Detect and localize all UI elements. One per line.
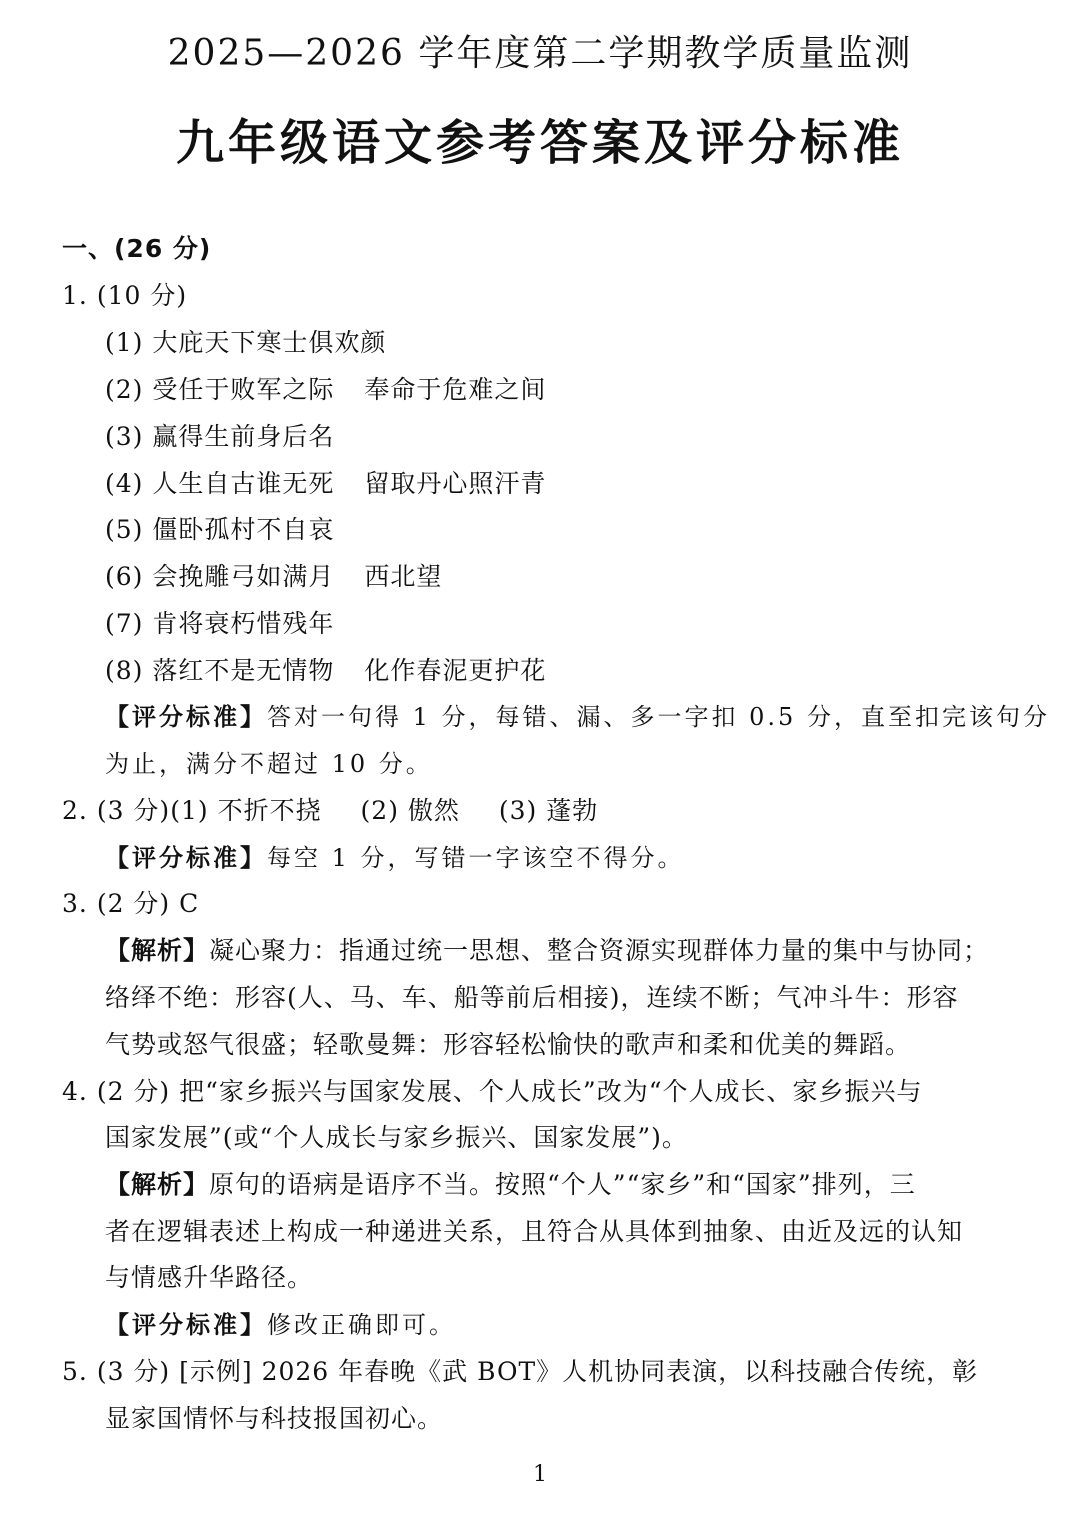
answer-line <box>105 608 334 640</box>
answer-text: 会挽雕弓如满月 <box>152 562 335 591</box>
answer-text-continued: 国家发展”(或“个人成长与家乡振兴、国家发展”)。 <box>105 1123 688 1152</box>
answer-line <box>105 327 386 359</box>
answer-text-2: 留取丹心照汗青 <box>364 469 547 498</box>
answer-text: 大庇天下寒士俱欢颜 <box>152 328 387 357</box>
question-score: (2 分) <box>96 1077 171 1106</box>
answer-line <box>105 514 334 546</box>
answer-label: (5) <box>105 515 144 544</box>
exam-title: 2025—2026 学年度第二学期教学质量监测 <box>167 33 913 74</box>
question-number: 3. <box>62 889 88 918</box>
answer-text: 赢得生前身后名 <box>152 422 335 451</box>
analysis-text-continued: 与情感升华路径。 <box>105 1263 314 1292</box>
answer-label: (1) <box>105 328 144 357</box>
criteria-text-continued: 为止，满分不超过 10 分。 <box>105 750 433 778</box>
analysis <box>105 1169 916 1201</box>
analysis-text-continued: 者在逻辑表述上构成一种递进关系，且符合从具体到抽象、由近及远的认知 <box>105 1217 964 1246</box>
answer-label: (6) <box>105 562 144 591</box>
answer-label: (4) <box>105 469 144 498</box>
document-title: 九年级语文参考答案及评分标准 <box>175 115 904 171</box>
analysis-text: 凝心聚力：指通过统一思想、整合资源实现群体力量的集中与协同； <box>209 936 990 965</box>
question-number: 4. <box>62 1077 88 1106</box>
answer-label: (1) <box>170 796 209 825</box>
criteria-tag: 【评分标准】 <box>105 1311 267 1339</box>
analysis-text: 原句的语病是语序不当。按照“个人”“家乡”和“国家”排列，三 <box>209 1170 916 1199</box>
answer-text: 蓬勃 <box>546 796 599 825</box>
answer-line <box>105 468 546 500</box>
answer-text: [示例] 2026 年春晚《武 BOT》人机协同表演，以科技融合传统，彰 <box>179 1357 979 1386</box>
answer-label: (7) <box>105 609 144 638</box>
answer-text: 傲然 <box>407 796 460 825</box>
scoring-criteria <box>105 1309 456 1341</box>
question-number: 2. <box>62 796 88 825</box>
question-score: (10 分) <box>96 281 188 310</box>
analysis <box>105 935 989 967</box>
answer-label: (2) <box>105 375 144 404</box>
page-number: 1 <box>533 1462 547 1487</box>
question-number: 5. <box>62 1357 88 1386</box>
answer-line <box>105 421 334 453</box>
question-3 <box>62 888 199 920</box>
question-score: (2 分) <box>96 889 171 918</box>
answer-label: (3) <box>498 796 538 825</box>
scoring-criteria <box>105 842 685 874</box>
answer-text: 不折不挠 <box>217 796 322 825</box>
answer-text: C <box>179 889 200 918</box>
answer-text: 落红不是无情物 <box>152 656 335 685</box>
answer-line <box>105 374 546 406</box>
answer-text-2: 西北望 <box>364 562 443 591</box>
answer-label: (8) <box>105 656 144 685</box>
section-heading: 一、(26 分) <box>62 234 212 263</box>
question-5 <box>62 1356 978 1388</box>
analysis-tag: 【解析】 <box>105 936 210 965</box>
answer-line <box>105 561 442 593</box>
question-1-header <box>62 280 187 312</box>
analysis-text-continued: 络绎不绝：形容(人、马、车、船等前后相接)，连续不断；气冲斗牛：形容 <box>105 983 959 1012</box>
answer-text-2: 化作春泥更护花 <box>364 656 547 685</box>
criteria-text: 答对一句得 1 分，每错、漏、多一字扣 0.5 分，直至扣完该句分 <box>267 703 1050 731</box>
answer-text: 受任于败军之际 <box>152 375 335 404</box>
answer-text: 把“家乡振兴与国家发展、个人成长”改为“个人成长、家乡振兴与 <box>179 1077 923 1106</box>
answer-text-2: 奉命于危难之间 <box>364 375 547 404</box>
answer-text: 僵卧孤村不自哀 <box>152 515 335 544</box>
answer-line <box>105 655 546 687</box>
criteria-text: 每空 1 分，写错一字该空不得分。 <box>267 844 685 872</box>
analysis-tag: 【解析】 <box>105 1170 210 1199</box>
answer-text: 人生自古谁无死 <box>152 469 335 498</box>
answer-label: (3) <box>105 422 144 451</box>
question-4 <box>62 1076 923 1108</box>
answer-text: 肯将衰朽惜残年 <box>152 609 335 638</box>
analysis-text-continued: 气势或怒气很盛；轻歌曼舞：形容轻松愉快的歌声和柔和优美的舞蹈。 <box>105 1030 912 1059</box>
question-score: (3 分) <box>96 1357 171 1386</box>
answer-label: (2) <box>360 796 399 825</box>
criteria-tag: 【评分标准】 <box>105 844 267 872</box>
answer-text-continued: 显家国情怀与科技报国初心。 <box>105 1404 444 1433</box>
criteria-text: 修改正确即可。 <box>267 1311 456 1339</box>
question-2 <box>62 795 598 827</box>
scoring-criteria <box>105 701 1050 733</box>
criteria-tag: 【评分标准】 <box>105 703 267 731</box>
question-number: 1. <box>62 281 88 310</box>
question-score: (3 分) <box>96 796 171 825</box>
